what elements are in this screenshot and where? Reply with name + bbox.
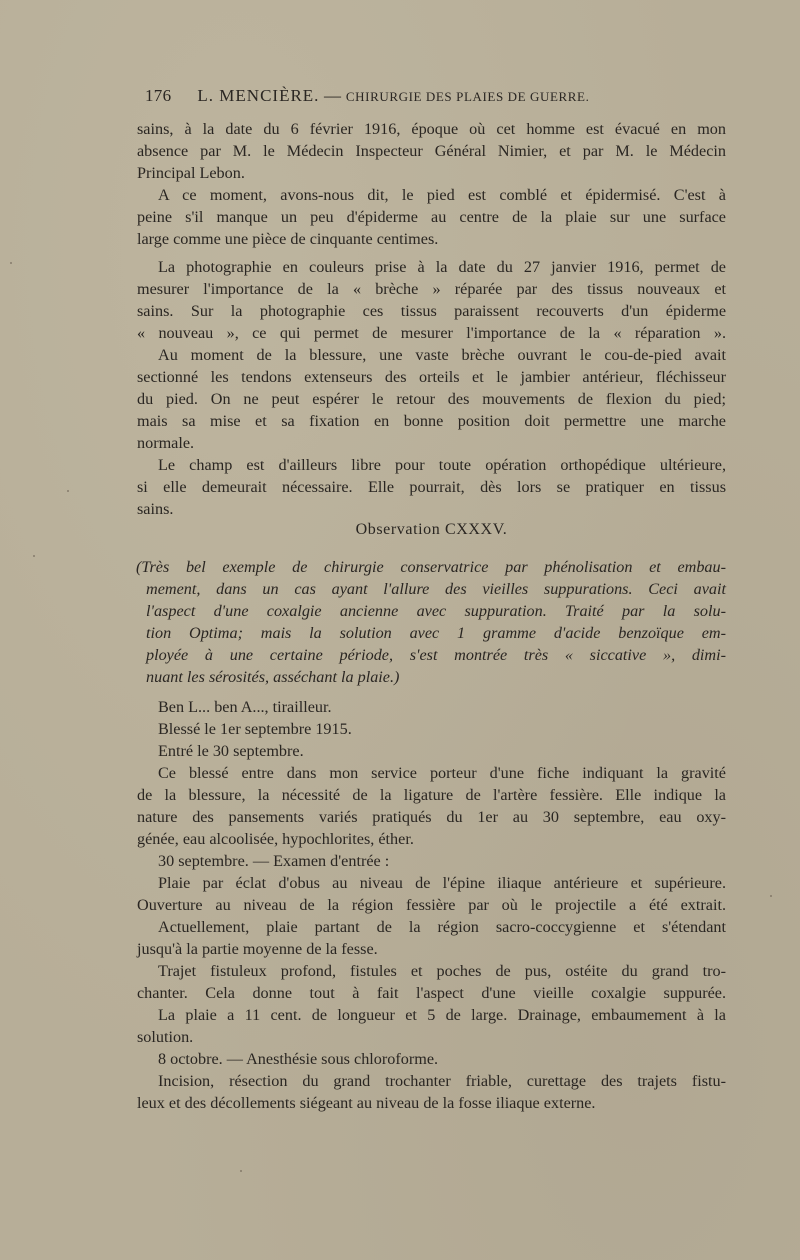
case-line: Blessé le 1er septembre 1915.	[158, 720, 352, 738]
text-line: sains.	[137, 500, 174, 518]
case-line: Ben L... ben A..., tirailleur.	[158, 698, 332, 716]
case-line: 30 septembre. — Examen d'entrée :	[158, 852, 390, 870]
text-line: si elle demeurait nécessaire. Elle pourrait, dès lors se pratiquer en tissus	[137, 478, 726, 496]
case-line: jusqu'à la partie moyenne de la fesse.	[137, 940, 378, 958]
observation-heading: Observation CXXXV.	[355, 521, 508, 538]
paper-speck	[67, 490, 69, 492]
paper-speck	[33, 555, 35, 557]
case-line: nature des pansements variés pratiqués du 1er au 30 septembre, eau oxy-	[137, 808, 726, 826]
case-line: Actuellement, plaie partant de la région sacro-coccygienne et s'étendant	[158, 918, 726, 936]
paper-speck	[10, 262, 12, 264]
case-line: solution.	[137, 1028, 194, 1046]
case-line: chanter. Cela donne tout à fait l'aspect d'une vieille coxalgie suppurée.	[137, 984, 726, 1002]
observation-summary-line: l'aspect d'une coxalgie ancienne avec suppuration. Traité par la solu-	[146, 602, 726, 620]
running-head	[145, 86, 725, 106]
text-line: du pied. On ne peut espérer le retour des mouvements de flexion du pied;	[137, 390, 726, 408]
text-line: peine s'il manque un peu d'épiderme au centre de la plaie sur une surface	[137, 208, 726, 226]
case-line: génée, eau alcoolisée, hypochlorites, éther.	[137, 830, 414, 848]
text-line: large comme une pièce de cinquante centimes.	[137, 230, 439, 248]
text-line: Principal Lebon.	[137, 164, 245, 182]
header-dash: —	[324, 86, 342, 105]
case-line: Ouverture au niveau de la région fessière par où le projectile a été extrait.	[137, 896, 726, 914]
text-line: sains, à la date du 6 février 1916, époque où cet homme est évacué en mon	[137, 120, 726, 138]
text-line: Au moment de la blessure, une vaste brèche ouvrant le cou-de-pied avait	[158, 346, 726, 364]
case-line: La plaie a 11 cent. de longueur et 5 de large. Drainage, embaumement à la	[158, 1006, 726, 1024]
case-line: Ce blessé entre dans mon service porteur d'une fiche indiquant la gravité	[158, 764, 726, 782]
observation-summary-line: ployée à une certaine période, s'est montrée très « siccative », dimi-	[146, 646, 726, 664]
case-line: 8 octobre. — Anesthésie sous chloroforme.	[158, 1050, 439, 1068]
text-line: La photographie en couleurs prise à la date du 27 janvier 1916, permet de	[158, 258, 726, 276]
text-line: sectionné les tendons extenseurs des orteils et le jambier antérieur, fléchisseur	[137, 368, 726, 386]
observation-summary-line: (Très bel exemple de chirurgie conservatrice par phénolisation et embau-	[136, 558, 726, 576]
text-line: « nouveau », ce qui permet de mesurer l'importance de la « réparation ».	[137, 324, 726, 342]
text-line: mesurer l'importance de la « brèche » réparée par des tissus nouveaux et	[137, 280, 726, 298]
page-number: 176	[145, 86, 172, 105]
text-line: Le champ est d'ailleurs libre pour toute opération orthopédique ultérieure,	[158, 456, 726, 474]
paper-speck	[770, 895, 772, 897]
text-line: sains. Sur la photographie ces tissus paraissent recouverts d'un épiderme	[137, 302, 726, 320]
case-line: Entré le 30 septembre.	[158, 742, 304, 760]
case-line: Incision, résection du grand trochanter friable, curettage des trajets fistu-	[158, 1072, 726, 1090]
observation-summary-line: mement, dans un cas ayant l'allure des vieilles suppurations. Ceci avait	[146, 580, 726, 598]
case-line: de la blessure, la nécessité de la ligature de l'artère fessière. Elle indique la	[137, 786, 726, 804]
text-line: absence par M. le Médecin Inspecteur Général Nimier, et par M. le Médecin	[137, 142, 726, 160]
text-line: mais sa mise et sa fixation en bonne position doit permettre une marche	[137, 412, 726, 430]
observation-summary-line: tion Optima; mais la solution avec 1 gramme d'acide benzoïque em-	[146, 624, 726, 642]
case-line: Plaie par éclat d'obus au niveau de l'épine iliaque antérieure et supérieure.	[158, 874, 726, 892]
case-line: leux et des décollements siégeant au niveau de la fosse iliaque externe.	[137, 1094, 596, 1112]
author-name: L. MENCIÈRE.	[197, 86, 320, 105]
book-title: CHIRURGIE DES PLAIES DE GUERRE.	[345, 89, 590, 104]
observation-summary-line: nuant les sérosités, asséchant la plaie.)	[146, 668, 400, 686]
text-line: normale.	[137, 434, 195, 452]
text-line: A ce moment, avons-nous dit, le pied est comblé et épidermisé. C'est à	[158, 186, 726, 204]
case-line: Trajet fistuleux profond, fistules et poches de pus, ostéite du grand tro-	[158, 962, 726, 980]
paper-speck	[240, 1170, 242, 1172]
